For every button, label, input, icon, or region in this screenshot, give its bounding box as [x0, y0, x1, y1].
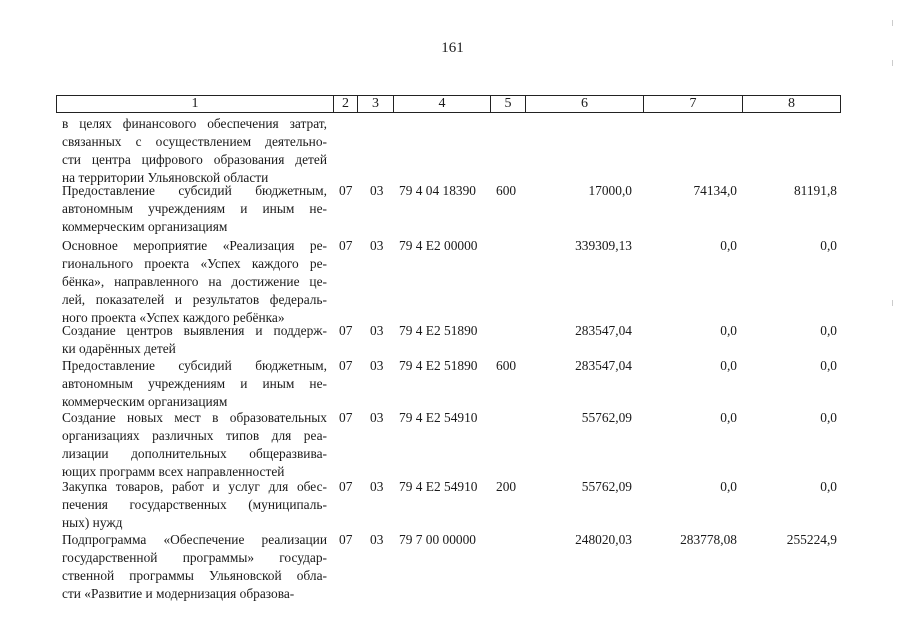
cell-col-8: 81191,8	[793, 183, 837, 198]
description-line: коммерческим организациям	[62, 394, 228, 409]
description-line: Предоставление субсидий бюджетным,	[62, 358, 327, 373]
cell-col-7: 283778,08	[680, 532, 737, 547]
description-line: ющих программ всех направленностей	[62, 464, 285, 479]
cell-col-6: 55762,09	[581, 479, 632, 494]
cell-col-4: 79 7 00 00000	[399, 532, 476, 547]
header-col-8: 8	[788, 96, 795, 111]
description-line: бёнка», направленного на достижение це-	[62, 274, 327, 289]
cell-col-2: 07	[339, 238, 353, 253]
cell-col-4: 79 4 E2 00000	[399, 238, 478, 253]
row-description	[62, 531, 327, 603]
table-header	[56, 95, 841, 113]
description-line: сти «Развитие и модернизация образова-	[62, 586, 295, 601]
header-col-2: 2	[334, 96, 358, 112]
cell-col-2: 07	[339, 323, 353, 338]
description-line: ного проекта «Успех каждого ребёнка»	[62, 310, 285, 325]
description-line: на территории Ульяновской области	[62, 170, 269, 185]
scan-mark	[892, 60, 893, 66]
header-col-3: 3	[358, 96, 394, 112]
row-description	[62, 115, 327, 187]
cell-col-3: 03	[370, 238, 384, 253]
header-col-6: 6	[526, 96, 644, 112]
cell-col-5: 600	[496, 358, 517, 373]
cell-col-7: 0,0	[720, 238, 737, 253]
row-description	[62, 478, 327, 532]
cell-col-8: 255224,9	[786, 532, 837, 547]
cell-col-4: 79 4 04 18390	[399, 183, 476, 198]
cell-col-7: 74134,0	[693, 183, 737, 198]
description-line: Основное мероприятие «Реализация ре-	[62, 238, 327, 253]
cell-col-3: 03	[370, 183, 384, 198]
cell-col-4: 79 4 E2 54910	[399, 479, 478, 494]
description-line: лей, показателей и результатов федераль-	[62, 292, 327, 307]
header-col-4: 4	[394, 96, 491, 112]
cell-col-4: 79 4 E2 51890	[399, 358, 478, 373]
cell-col-6: 55762,09	[581, 410, 632, 425]
header-col-5: 5	[491, 96, 526, 112]
cell-col-2: 07	[339, 183, 353, 198]
cell-col-4: 79 4 E2 51890	[399, 323, 478, 338]
cell-col-8: 0,0	[820, 410, 837, 425]
description-line: автономным учреждениям и иным не-	[62, 376, 327, 391]
description-line: государственной программы» государ-	[62, 550, 327, 565]
row-description	[62, 357, 327, 411]
header-col-7: 7	[644, 96, 743, 112]
description-line: ки одарённых детей	[62, 341, 176, 356]
description-line: Подпрограмма «Обеспечение реализации	[62, 532, 327, 547]
cell-col-2: 07	[339, 479, 353, 494]
description-line: сти центра цифрового образования детей	[62, 152, 327, 167]
row-description	[62, 182, 327, 236]
cell-col-3: 03	[370, 358, 384, 373]
cell-col-3: 03	[370, 479, 384, 494]
description-line: ных) нужд	[62, 515, 123, 530]
description-line: в целях финансового обеспечения затрат,	[62, 116, 327, 131]
cell-col-8: 0,0	[820, 358, 837, 373]
cell-col-2: 07	[339, 358, 353, 373]
description-line: Предоставление субсидий бюджетным,	[62, 183, 327, 198]
page-number: 161	[441, 40, 464, 56]
cell-col-8: 0,0	[820, 479, 837, 494]
description-line: печения государственных (муниципаль-	[62, 497, 327, 512]
cell-col-6: 339309,13	[575, 238, 632, 253]
cell-col-3: 03	[370, 410, 384, 425]
row-description	[62, 237, 327, 327]
cell-col-6: 248020,03	[575, 532, 632, 547]
scan-mark	[892, 20, 893, 26]
row-description	[62, 322, 327, 358]
cell-col-8: 0,0	[820, 238, 837, 253]
cell-col-6: 283547,04	[575, 358, 632, 373]
cell-col-7: 0,0	[720, 358, 737, 373]
description-line: организациях различных типов для реа-	[62, 428, 327, 443]
cell-col-8: 0,0	[820, 323, 837, 338]
description-line: ственной программы Ульяновской обла-	[62, 568, 327, 583]
cell-col-3: 03	[370, 532, 384, 547]
cell-col-5: 200	[496, 479, 517, 494]
description-line: автономным учреждениям и иным не-	[62, 201, 327, 216]
cell-col-2: 07	[339, 410, 353, 425]
description-line: Создание новых мест в образовательных	[62, 410, 327, 425]
header-col-1: 1	[57, 96, 334, 112]
description-line: связанных с осуществлением деятельно-	[62, 134, 327, 149]
scan-mark	[892, 300, 893, 306]
cell-col-5: 600	[496, 183, 517, 198]
cell-col-6: 283547,04	[575, 323, 632, 338]
row-description	[62, 409, 327, 481]
cell-col-2: 07	[339, 532, 353, 547]
description-line: коммерческим организациям	[62, 219, 228, 234]
cell-col-7: 0,0	[720, 479, 737, 494]
cell-col-3: 03	[370, 323, 384, 338]
cell-col-6: 17000,0	[588, 183, 632, 198]
cell-col-7: 0,0	[720, 323, 737, 338]
cell-col-7: 0,0	[720, 410, 737, 425]
description-line: Закупка товаров, работ и услуг для обес-	[62, 479, 327, 494]
description-line: Создание центров выявления и поддерж-	[62, 323, 327, 338]
description-line: лизации дополнительных общеразвива-	[62, 446, 327, 461]
description-line: гионального проекта «Успех каждого ре-	[62, 256, 327, 271]
cell-col-4: 79 4 E2 54910	[399, 410, 478, 425]
